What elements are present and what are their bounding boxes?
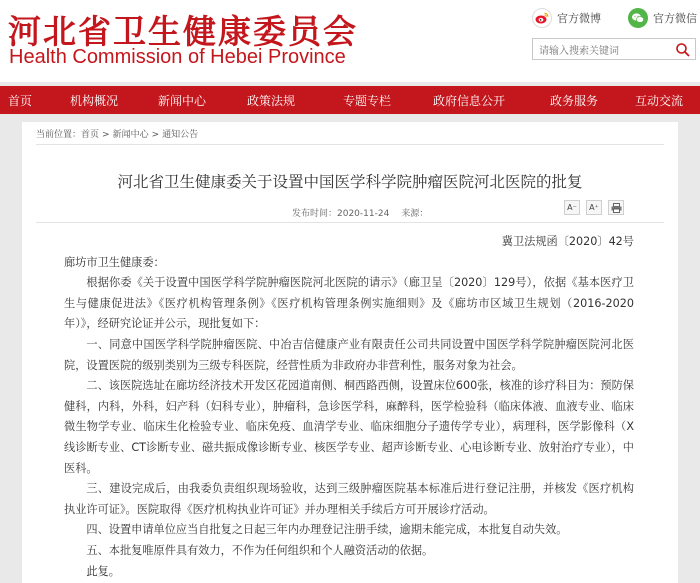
article-body bbox=[64, 232, 634, 582]
paragraph: 五、本批复唯原件具有效力，不作为任何组织和个人融资活动的依据。 bbox=[86, 543, 434, 557]
meta-divider bbox=[36, 222, 664, 223]
paragraph: 四、设置申请单位应当自批复之日起三年内办理登记注册手续，逾期未能完成，本批复自动失效。 bbox=[86, 523, 568, 537]
breadcrumb-home[interactable]: 首页 bbox=[81, 130, 100, 140]
weibo-link[interactable] bbox=[532, 8, 601, 28]
nav-item-services[interactable]: 政务服务 bbox=[549, 93, 598, 108]
paragraph: 根据你委《关于设置中国医学科学院肿瘤医院河北医院的请示》（廊卫呈〔2020〕129号），依据《基本医疗卫生与健康促进法》《医疗机构管理条例》《医疗机构管理条例实施细则》及《廊坊市区域卫生规划（2016-2020年）》，经研究论证并公示，现批复如下： bbox=[64, 276, 634, 331]
document-number: 冀卫法规函〔2020〕42号 bbox=[501, 235, 634, 248]
paragraph: 三、建设完成后，由我委负责组织现场验收，达到三级肿瘤医院基本标准后进行登记注册，并核发《医疗机构执业许可证》。医院取得《医疗机构执业许可证》并办理相关手续后方可开展诊疗活动。 bbox=[64, 482, 634, 516]
breadcrumb-separator: > bbox=[151, 130, 160, 140]
font-decrease-button[interactable]: A⁻ bbox=[564, 200, 580, 215]
site-logo-subtitle[interactable]: Health Commission of Hebei Province bbox=[9, 46, 346, 68]
breadcrumb-notices[interactable]: 通知公告 bbox=[162, 130, 199, 140]
wechat-icon bbox=[628, 8, 648, 28]
print-button[interactable] bbox=[608, 200, 624, 215]
publish-date: 发布时间：2020-11-24 bbox=[292, 209, 390, 219]
nav-item-organization[interactable]: 机构概况 bbox=[69, 93, 118, 108]
search-box bbox=[532, 38, 696, 60]
paragraph: 一、同意中国医学科学院肿瘤医院、中冶吉信健康产业有限责任公司共同设置中国医学科学院肿瘤医院河北医院，设置医院的级别类别为三级专科医院，经营性质为非政府办非营利性，服务对象为社会。 bbox=[64, 337, 634, 372]
nav-item-news[interactable]: 新闻中心 bbox=[157, 93, 206, 108]
article-meta bbox=[292, 206, 428, 219]
closing-line: 此复。 bbox=[86, 564, 120, 578]
nav-item-interaction[interactable]: 互动交流 bbox=[634, 93, 683, 108]
addressee: 廊坊市卫生健康委： bbox=[64, 255, 165, 269]
article-tools bbox=[564, 200, 624, 215]
nav-item-home[interactable]: 首页 bbox=[7, 93, 32, 108]
site-header bbox=[0, 0, 700, 82]
breadcrumb bbox=[36, 127, 198, 140]
nav-item-topics[interactable]: 专题专栏 bbox=[342, 93, 391, 108]
nav-item-policies[interactable]: 政策法规 bbox=[246, 93, 295, 108]
article-source: 来源： bbox=[401, 209, 429, 219]
article-title: 河北省卫生健康委关于设置中国医学科学院肿瘤医院河北医院的批复 bbox=[117, 173, 583, 191]
breadcrumb-news[interactable]: 新闻中心 bbox=[112, 130, 149, 140]
wechat-label: 官方微信 bbox=[653, 12, 697, 25]
font-increase-button[interactable]: A⁺ bbox=[586, 200, 602, 215]
breadcrumb-divider bbox=[36, 144, 664, 145]
weibo-icon bbox=[532, 8, 552, 28]
paragraph: 二、该医院选址在廊坊经济技术开发区花园道南侧、桐西路西侧，设置床位600张，核准的诊疗科目为：预防保健科，内科，外科，妇产科（妇科专业），肿瘤科，急诊医学科，麻醉科，医学检验科（临床体液、血液专业、临床微生物学专业、临床生化检验专业、临床免疫、血清学专业、临床细胞分子遗传学专业），病理科，医学影像科（X线诊断专业、CT诊断专业、磁共振成像诊断专业、核医学专业、超声诊断专业、心电诊断专业、放射治疗专业），中医科。 bbox=[64, 379, 634, 475]
main-nav bbox=[0, 86, 700, 114]
search-icon[interactable] bbox=[675, 42, 691, 58]
breadcrumb-prefix: 当前位置： bbox=[36, 130, 82, 140]
site-logo-title[interactable]: 河北省卫生健康委员会 bbox=[8, 12, 358, 51]
wechat-link[interactable] bbox=[628, 8, 697, 28]
weibo-label: 官方微博 bbox=[557, 12, 601, 25]
search-input[interactable] bbox=[533, 42, 673, 62]
print-icon bbox=[611, 203, 622, 213]
breadcrumb-separator: > bbox=[102, 130, 110, 140]
nav-item-info-disclosure[interactable]: 政府信息公开 bbox=[432, 93, 505, 108]
article-card bbox=[22, 122, 678, 583]
